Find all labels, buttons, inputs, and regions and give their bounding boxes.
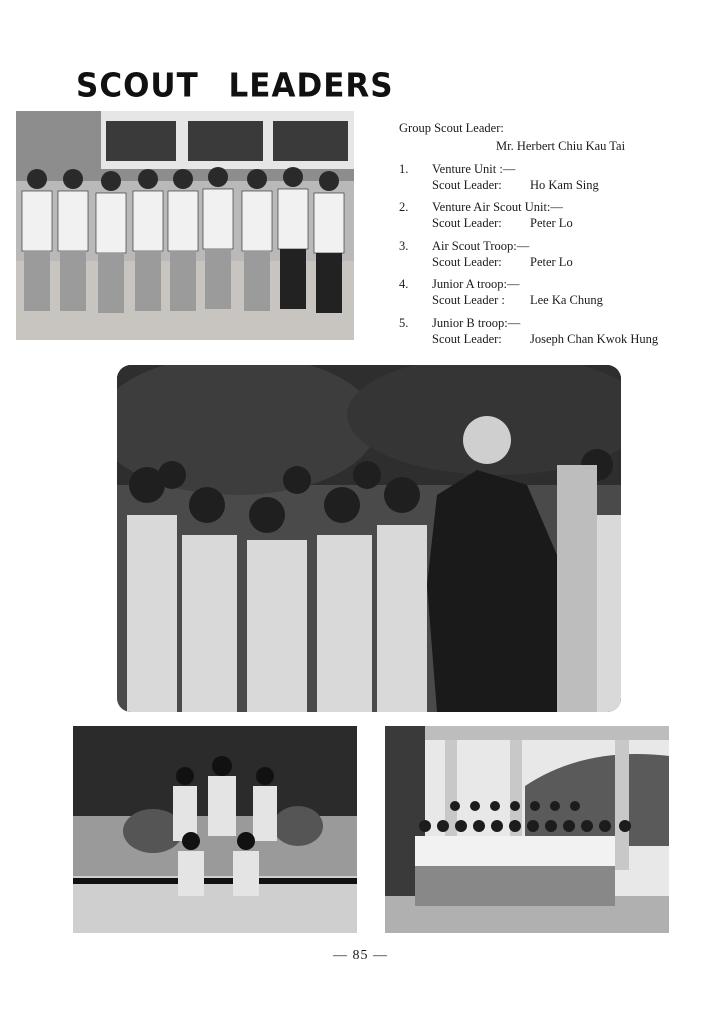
unit-entry — [399, 238, 699, 271]
leader-line — [432, 177, 699, 193]
leaders-lineup-photo — [16, 111, 354, 340]
leader-line — [432, 292, 699, 308]
group-photo-icon — [73, 726, 357, 933]
unit-name: Venture Unit :— — [432, 161, 516, 176]
leader-label: Scout Leader: — [432, 254, 502, 269]
leader-label: Scout Leader: — [432, 216, 502, 231]
unit-entry — [399, 315, 699, 348]
leader-line — [432, 254, 699, 270]
small-group-photo — [73, 726, 357, 933]
unit-name: Junior A troop:— — [432, 277, 520, 291]
group-scout-leader-label: Group Scout Leader: — [399, 121, 504, 135]
unit-entry — [399, 199, 699, 232]
leaders-roster — [399, 120, 699, 353]
unit-name: Air Scout Troop:— — [432, 238, 530, 253]
leader-name: Joseph Chan Kwok Hung — [530, 331, 659, 346]
page-number: — 85 — — [333, 948, 388, 963]
group-photo-icon — [117, 365, 621, 712]
leader-line — [432, 331, 699, 347]
group-photo-icon — [385, 726, 669, 933]
group-scout-leader-name: Mr. Herbert Chiu Kau Tai — [496, 139, 626, 154]
unit-number: 1. — [399, 161, 409, 176]
unit-number: 2. — [399, 200, 409, 214]
unit-name: Venture Air Scout Unit:— — [432, 200, 563, 214]
leader-name: Peter Lo — [530, 216, 573, 231]
leader-name: Lee Ka Chung — [530, 293, 603, 308]
page-title: SCOUT LEADERS — [76, 67, 394, 105]
unit-number: 4. — [399, 277, 409, 291]
unit-entry — [399, 161, 699, 194]
unit-number: 3. — [399, 238, 409, 253]
leader-line — [432, 215, 699, 231]
unit-entry — [399, 276, 699, 309]
leader-name: Peter Lo — [530, 254, 573, 269]
leader-label: Scout Leader: — [432, 331, 502, 346]
leader-label: Scout Leader : — [432, 293, 505, 308]
group-photo-icon — [16, 111, 354, 340]
troop-pavilion-photo — [385, 726, 669, 933]
unit-number: 5. — [399, 315, 409, 330]
leader-label: Scout Leader: — [432, 177, 502, 192]
inspection-photo — [117, 365, 621, 712]
unit-name: Junior B troop:— — [432, 315, 521, 330]
leader-name: Ho Kam Sing — [530, 177, 599, 192]
